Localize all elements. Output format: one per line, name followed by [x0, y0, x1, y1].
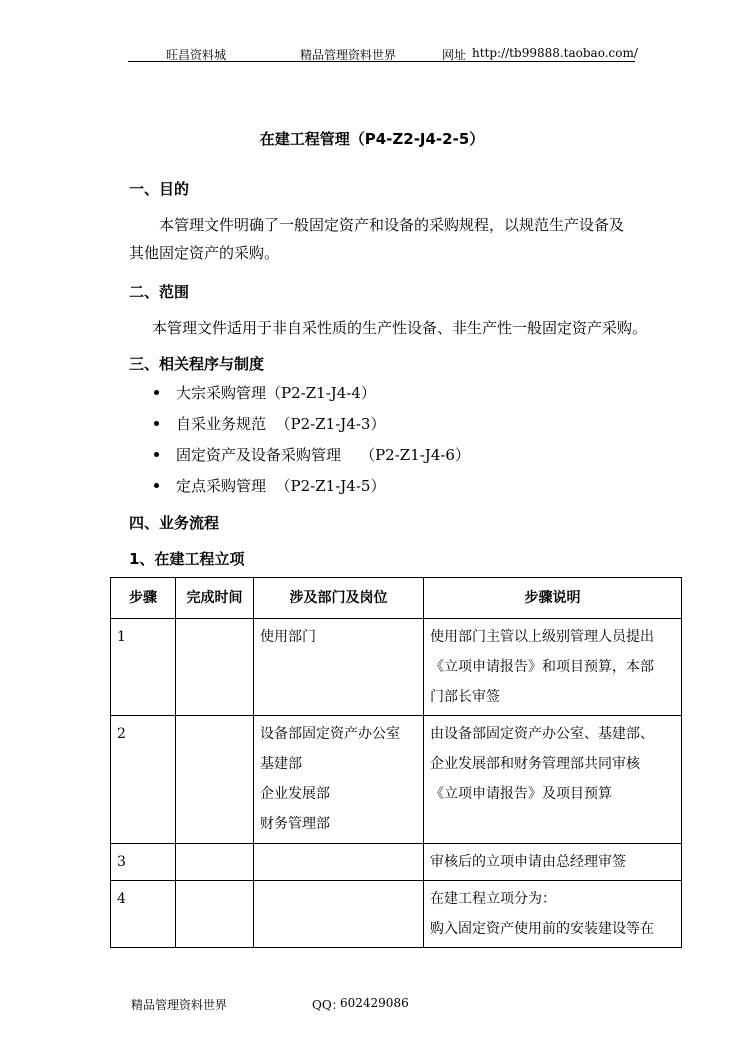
- desc-line: 《立项申请报告》和项目预算，本部: [430, 659, 654, 675]
- header-url[interactable]: http://tb99888.taobao.com/: [472, 46, 638, 60]
- footer-qq: 602429086: [340, 996, 409, 1010]
- cell-step: 4: [111, 881, 176, 948]
- cell-time: [176, 844, 254, 881]
- cell-step: 3: [111, 844, 176, 881]
- desc-line: 在建工程立项分为：: [430, 891, 556, 907]
- subsection-heading: 1、在建工程立项: [129, 550, 245, 568]
- header-desc: 步骤说明: [424, 578, 682, 619]
- process-heading: 四、业务流程: [129, 514, 220, 532]
- header-middle: 精品管理资料世界: [300, 48, 397, 62]
- cell-dept: [254, 716, 424, 844]
- bullet-icon: [154, 452, 159, 457]
- header-dept: 涉及部门及岗位: [254, 578, 424, 619]
- desc-line: 门部长审签: [430, 689, 500, 705]
- scope-text: 本管理文件适用于非自采性质的生产性设备、非生产性一般固定资产采购。: [152, 319, 648, 337]
- desc-line: 使用部门主管以上级别管理人员提出: [430, 629, 654, 645]
- scope-heading: 二、范围: [129, 283, 190, 301]
- desc-line: 由设备部固定资产办公室、基建部、: [430, 726, 654, 742]
- related-item: 大宗采购管理（P2-Z1-J4-4）: [176, 384, 376, 402]
- cell-step: 2: [111, 716, 176, 844]
- purpose-heading: 一、目的: [129, 180, 190, 198]
- cell-time: [176, 881, 254, 948]
- cell-step: 1: [111, 619, 176, 716]
- table-header-row: [111, 578, 682, 619]
- desc-line: 《立项申请报告》及项目预算: [430, 786, 612, 802]
- bullet-icon: [154, 390, 159, 395]
- bullet-icon: [154, 483, 159, 488]
- header-rule: [128, 61, 635, 62]
- related-item: 自采业务规范 （P2-Z1-J4-3）: [176, 415, 386, 433]
- cell-dept: [254, 619, 424, 716]
- header-step: 步骤: [111, 578, 176, 619]
- page-title: 在建工程管理（P4-Z2-J4-2-5）: [259, 130, 485, 148]
- header-left: 旺昌资料城: [166, 48, 227, 62]
- cell-desc: [424, 716, 682, 844]
- cell-desc: [424, 881, 682, 948]
- cell-dept: [254, 844, 424, 881]
- cell-time: [176, 619, 254, 716]
- desc-line: 企业发展部和财务管理部共同审核: [430, 756, 640, 772]
- cell-desc: [424, 619, 682, 716]
- bullet-icon: [154, 421, 159, 426]
- dept-line: 企业发展部: [260, 786, 330, 802]
- footer-left: 精品管理资料世界: [131, 998, 228, 1012]
- header-url-label: 网址: [442, 48, 467, 62]
- header-time: 完成时间: [176, 578, 254, 619]
- purpose-line-2: 其他固定资产的采购。: [129, 244, 280, 262]
- desc-line: 购入固定资产使用前的安装建设等在: [430, 921, 654, 937]
- dept-line: 设备部固定资产办公室: [260, 726, 400, 742]
- process-table: [110, 577, 682, 948]
- cell-time: [176, 716, 254, 844]
- footer-qq-label: QQ：: [312, 998, 344, 1012]
- desc-line: 审核后的立项申请由总经理审签: [430, 854, 626, 870]
- related-heading: 三、相关程序与制度: [129, 355, 265, 373]
- related-item: 固定资产及设备采购管理 （P2-Z1-J4-6）: [176, 446, 470, 464]
- dept-line: 使用部门: [260, 629, 316, 645]
- cell-desc: [424, 844, 682, 881]
- table-row: [111, 716, 682, 844]
- related-item: 定点采购管理 （P2-Z1-J4-5）: [176, 477, 386, 495]
- cell-dept: [254, 881, 424, 948]
- dept-line: 财务管理部: [260, 816, 330, 832]
- dept-line: 基建部: [260, 756, 302, 772]
- table-row: [111, 881, 682, 948]
- purpose-line-1: 本管理文件明确了一般固定资产和设备的采购规程，以规范生产设备及: [159, 216, 625, 234]
- table-row: [111, 844, 682, 881]
- table-row: [111, 619, 682, 716]
